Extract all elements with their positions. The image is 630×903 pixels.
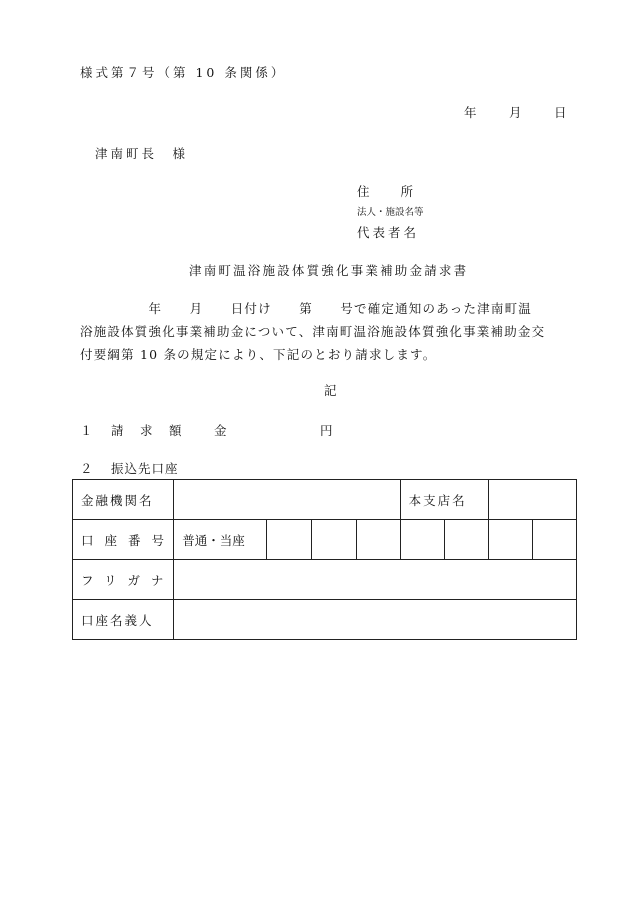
representative-label: 代表者名 [357, 225, 420, 240]
account-digit-cell[interactable] [488, 520, 532, 560]
date-day-label: 日 [554, 105, 567, 120]
account-number-row [73, 520, 577, 560]
account-holder-row [73, 600, 577, 640]
furigana-cell[interactable] [174, 560, 577, 600]
account-digit-cell[interactable] [312, 520, 356, 560]
furigana-label: フリガナ [73, 560, 174, 600]
item-1-number: １ [80, 423, 93, 438]
bank-name-cell[interactable] [174, 480, 400, 520]
item-2-number: ２ [80, 461, 93, 476]
bank-row [73, 480, 577, 520]
branch-name-cell[interactable] [488, 480, 576, 520]
account-digit-cell[interactable] [267, 520, 312, 560]
date-year-label: 年 [464, 105, 477, 120]
body-line-3: 付要綱第 10 条の規定により、下記のとおり請求します。 [80, 347, 437, 362]
branch-name-label: 本支店名 [400, 480, 488, 520]
item-2-label: 振込先口座 [111, 461, 179, 476]
item-1-yen: 円 [320, 423, 333, 438]
form-number: 様式第７号（第 10 条関係） [80, 65, 287, 80]
account-digit-cell[interactable] [532, 520, 576, 560]
furigana-row [73, 560, 577, 600]
body-paragraph [80, 297, 575, 366]
account-number-label: 口座番号 [73, 520, 174, 560]
bank-name-label: 金融機関名 [73, 480, 174, 520]
addressee: 津南町長 様 [95, 146, 189, 161]
account-holder-label: 口座名義人 [73, 600, 174, 640]
ki-heading: 記 [324, 383, 337, 398]
account-digit-cell[interactable] [400, 520, 444, 560]
body-line-1: 年 月 日付け 第 号で確定通知のあった津南町温 [80, 301, 532, 316]
document-title: 津南町温浴施設体質強化事業補助金請求書 [189, 263, 469, 278]
account-digit-cell[interactable] [444, 520, 488, 560]
account-digit-cell[interactable] [356, 520, 400, 560]
account-table [72, 479, 577, 640]
body-line-2: 浴施設体質強化事業補助金について、津南町温浴施設体質強化事業補助金交 [80, 324, 546, 339]
date-month-label: 月 [509, 105, 522, 120]
item-1-kin: 金 [214, 423, 227, 438]
account-holder-cell[interactable] [174, 600, 577, 640]
item-1-label: 請 求 額 [111, 423, 184, 438]
address-label: 住 所 [357, 184, 416, 199]
corp-name-label: 法人・施設名等 [357, 207, 424, 218]
account-type-cell[interactable]: 普通・当座 [174, 520, 267, 560]
